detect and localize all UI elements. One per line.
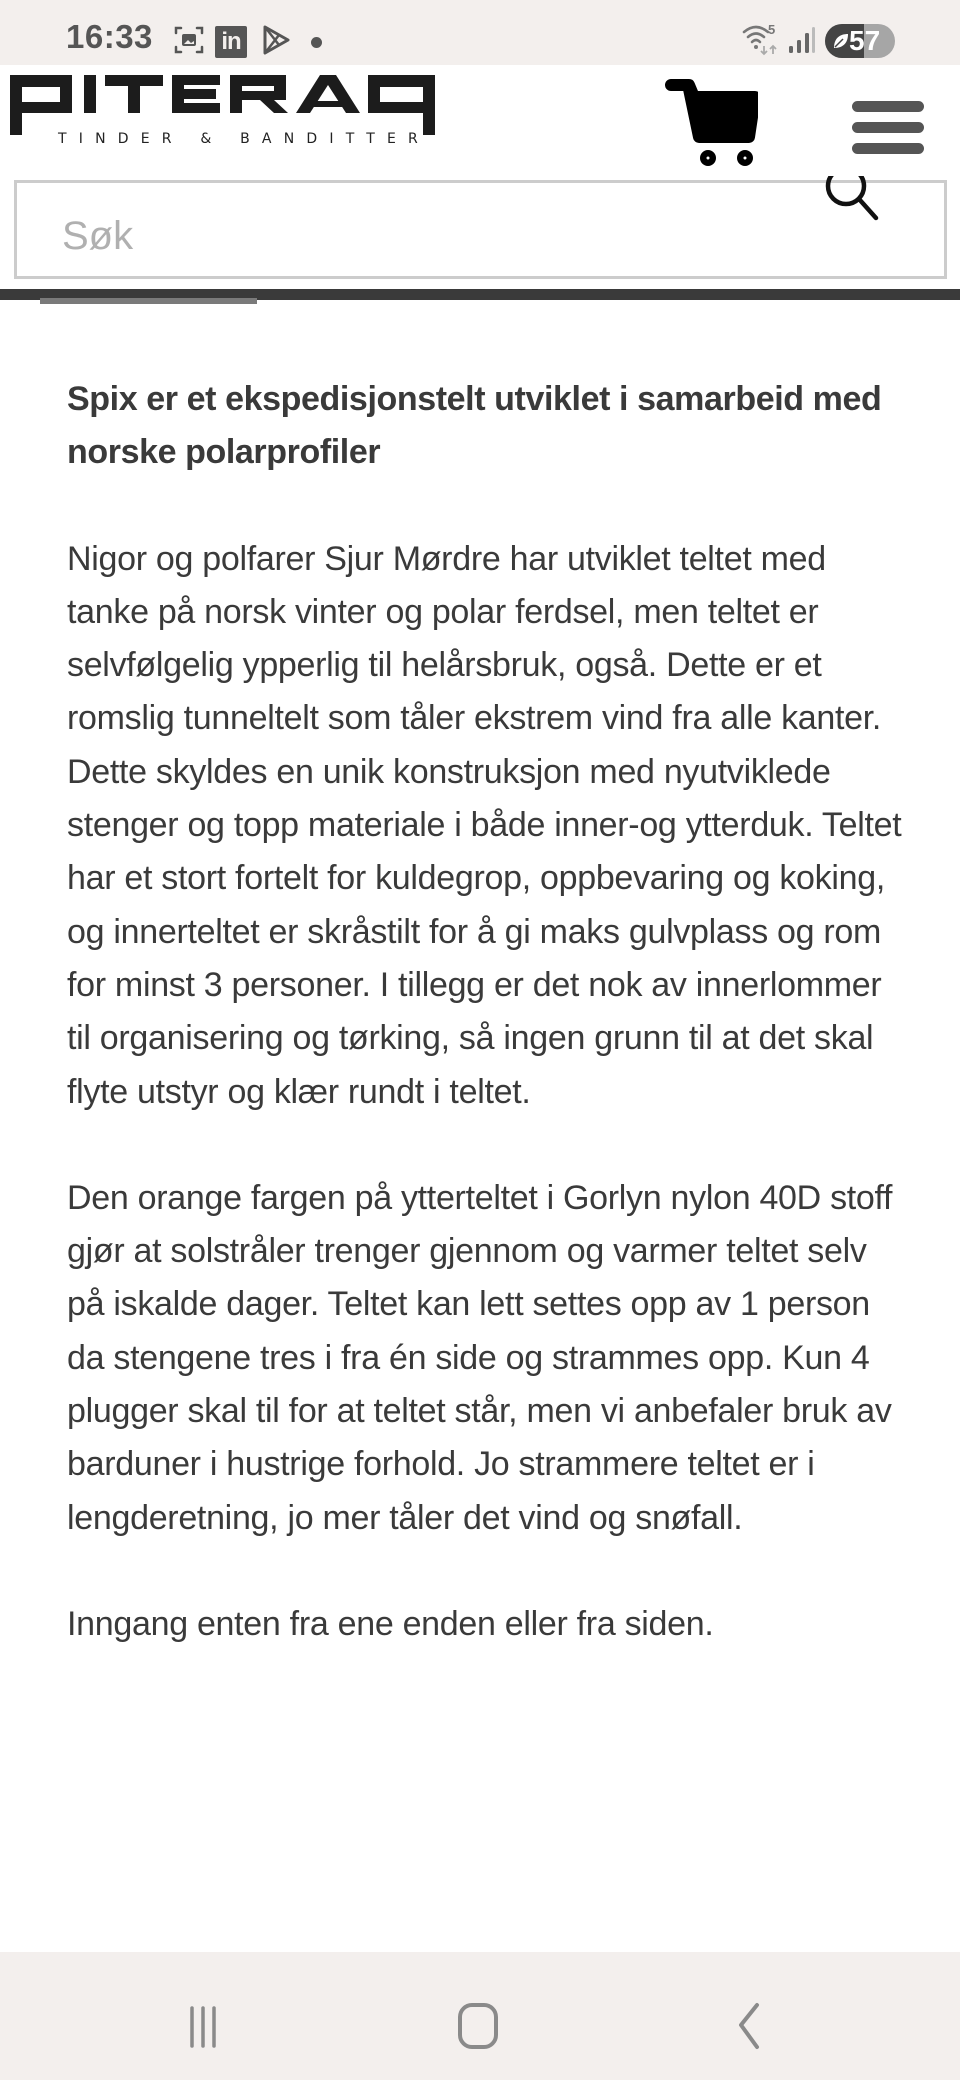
battery-indicator (825, 24, 895, 58)
site-header (0, 65, 960, 177)
battery-level: 57 (849, 25, 881, 56)
status-bar (0, 0, 960, 65)
site-logo[interactable] (10, 75, 440, 145)
menu-bar (852, 101, 924, 112)
cart-icon[interactable] (663, 77, 758, 167)
search-box[interactable] (14, 180, 947, 279)
signal-icon (787, 26, 815, 54)
search-icon[interactable] (820, 176, 882, 232)
description-heading: Spix er et ekspedisjonstelt utviklet i samarbeid med norske polarprofiler (67, 380, 882, 472)
menu-bar (852, 122, 924, 133)
description-paragraph: Den orange fargen på ytterteltet i Gorlyn nylon 40D stoff gjør at solstråler trenger gjennom og varmer teltet selv på iskalde dager. Teltet kan lett settes opp av 1 person da stengene tres i fra én side og strammes opp. Kun 4 plugger skal til for at teltet står, men vi anbefaler bruk av barduner i hustrige forhold. Jo strammere teltet er i lengderetning, jo mer tåler det vind og snøfall. (67, 1178, 893, 1537)
description-paragraph: Nigor og polfarer Sjur Mørdre har utviklet teltet med tanke på norsk vinter og polar ferdsel, men teltet er selvfølgelig ypperlig til helårsbruk, også. Dette er et romslig tunneltelt som tåler ekstrem vind fra alle kanter. Dette skyldes en unik konstruksjon med nyutviklede stenger og topp materiale i både inner-og ytterduk. Teltet har et stort fortelt for kuldegrop, oppbevaring og koking, og innerteltet er skråstilt for å gi maks gulvplass og rom for minst 3 personer. I tillegg er det nok av innerlommer til organisering og tørking, så ingen grunn til at det skal flyte utstyr og klær rundt i teltet. (67, 539, 902, 1111)
product-description (67, 373, 907, 1704)
back-icon[interactable] (708, 1992, 788, 2052)
menu-bar (852, 143, 924, 154)
status-time: 16:33 (66, 18, 153, 55)
screenshot-icon (173, 24, 205, 56)
search-input[interactable] (62, 211, 762, 261)
home-icon[interactable] (438, 1992, 518, 2052)
wifi-icon (742, 22, 782, 56)
power-saving-leaf-icon (832, 32, 850, 50)
linkedin-icon: in (215, 26, 247, 58)
piteraq-wordmark (10, 75, 440, 135)
notification-dot-icon (311, 37, 322, 48)
description-paragraph: Inngang enten fra ene enden eller fra siden. (67, 1604, 714, 1643)
svg-text:5: 5 (768, 22, 776, 37)
play-store-icon (260, 24, 292, 56)
hamburger-menu-button[interactable] (848, 95, 928, 161)
system-navigation-bar (0, 1952, 960, 2080)
logo-tagline: TINDER & BANDITTER (58, 131, 430, 147)
active-tab-indicator (40, 298, 257, 304)
recents-icon[interactable] (170, 1992, 250, 2052)
